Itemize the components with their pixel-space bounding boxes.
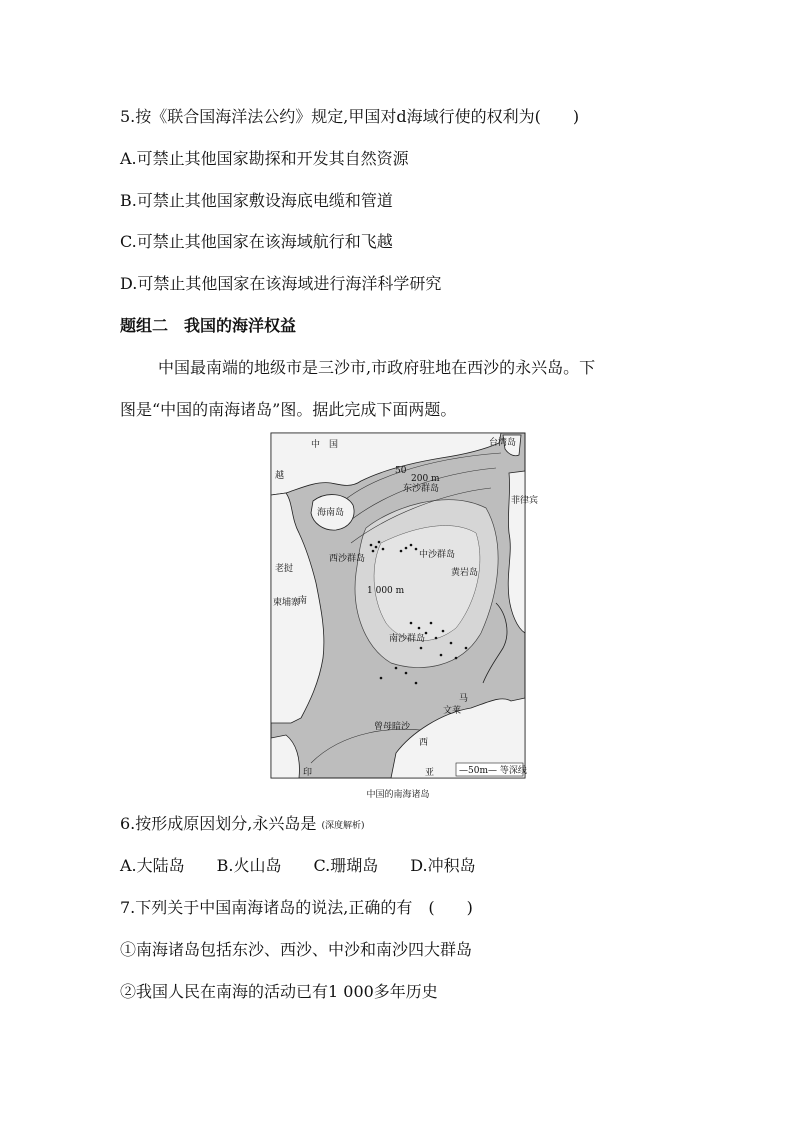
q7-stem: 7.下列关于中国南海诸岛的说法,正确的有 ( ) bbox=[120, 898, 473, 917]
label-zengmu: 曾母暗沙 bbox=[374, 722, 411, 732]
q7-item-2: ②我国人民在南海的活动已有1 000多年历史 bbox=[120, 982, 438, 1001]
label-china: 中 国 bbox=[311, 440, 339, 450]
label-hainan: 海南岛 bbox=[317, 508, 345, 518]
q5-stem: 5.按《联合国海洋法公约》规定,甲国对d海域行使的权利为( ) bbox=[120, 107, 580, 126]
label-ma: 马 bbox=[459, 694, 469, 704]
q7-item-1: ①南海诸岛包括东沙、西沙、中沙和南沙四大群岛 bbox=[120, 940, 473, 959]
label-nan: 南 bbox=[298, 596, 308, 606]
section-title: 题组二 我国的海洋权益 bbox=[120, 316, 297, 335]
intro-line-2: 图是“中国的南海诸岛”图。据此完成下面两题。 bbox=[120, 400, 457, 419]
q5-option-c: C.可禁止其他国家在该海域航行和飞越 bbox=[120, 232, 393, 251]
label-contour-1000: 1 000 m bbox=[367, 586, 405, 596]
intro-line-1: 中国最南端的地级市是三沙市,市政府驻地在西沙的永兴岛。下 bbox=[158, 358, 596, 377]
label-taiwan: 台湾岛 bbox=[489, 438, 517, 448]
label-xisha: 西沙群岛 bbox=[329, 554, 366, 564]
label-brunei: 文莱 bbox=[443, 706, 462, 716]
label-xi: 西 bbox=[419, 738, 429, 748]
q6-tag: (深度解析) bbox=[321, 821, 365, 831]
south-china-sea-map bbox=[271, 433, 539, 778]
label-yin: 印 bbox=[303, 768, 313, 778]
label-ya: 亚 bbox=[425, 768, 435, 778]
label-contour-200: 200 m bbox=[411, 474, 440, 484]
q5-option-d: D.可禁止其他国家在该海域进行海洋科学研究 bbox=[120, 274, 442, 293]
q5-option-b: B.可禁止其他国家敷设海底电缆和管道 bbox=[120, 191, 393, 210]
label-nansha: 南沙群岛 bbox=[389, 634, 426, 644]
q6-stem bbox=[120, 814, 364, 836]
label-zhongsha: 中沙群岛 bbox=[419, 550, 456, 560]
legend-label: —50m— 等深线 bbox=[459, 766, 527, 776]
q5-option-a: A.可禁止其他国家勘探和开发其自然资源 bbox=[120, 149, 409, 168]
label-laos: 老挝 bbox=[275, 564, 294, 574]
label-philippines: 菲律宾 bbox=[511, 496, 539, 506]
label-yue: 越 bbox=[275, 471, 285, 481]
label-huangyan: 黄岩岛 bbox=[451, 568, 479, 578]
q6-stem-text: 6.按形成原因划分,永兴岛是 bbox=[120, 814, 317, 833]
label-dongsha: 东沙群岛 bbox=[403, 484, 440, 494]
q6-options: A.大陆岛 B.火山岛 C.珊瑚岛 D.冲积岛 bbox=[120, 856, 476, 875]
label-cambodia: 柬埔寨 bbox=[273, 598, 301, 608]
map-caption: 中国的南海诸岛 bbox=[366, 790, 430, 800]
label-contour-50: 50 bbox=[395, 466, 407, 476]
